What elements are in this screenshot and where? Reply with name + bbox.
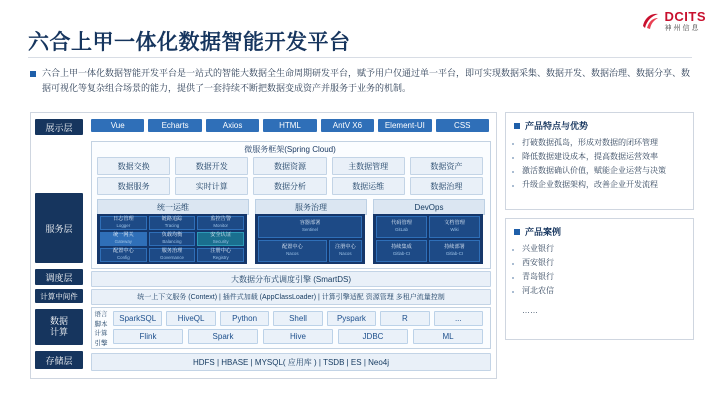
case-item-2: • 西安银行 (522, 256, 685, 270)
layer-label-display: 展示层 (35, 119, 83, 135)
service-governance-cells (258, 216, 362, 262)
feature-item-2: • 降低数据建设成本，提高数据运营效率 (522, 150, 685, 164)
schedule-engine-bar[interactable]: 大数据分布式调度引擎 (SmartDS) (91, 271, 491, 287)
display-item-echarts[interactable]: Echarts (148, 119, 201, 132)
cell-balancing[interactable]: 负载均衡 Balancing (149, 232, 196, 246)
compute-item-sparksql[interactable]: SparkSQL (113, 311, 162, 326)
compute-engine-line1: 计算 (94, 330, 108, 337)
service-item-data-asset[interactable]: 数据资产 (410, 157, 483, 175)
compute-item-hiveql[interactable]: HiveQL (166, 311, 215, 326)
compute-script-caption (93, 310, 109, 330)
display-item-vue[interactable]: Vue (91, 119, 144, 132)
compute-engine-jdbc[interactable]: JDBC (338, 329, 408, 344)
page-title: 六合上甲一体化数据智能开发平台 (28, 31, 351, 54)
service-item-data-ops[interactable]: 数据运维 (332, 177, 405, 195)
cell-config[interactable]: 配置中心 Config (100, 248, 147, 262)
compute-engine-hive[interactable]: Hive (263, 329, 333, 344)
brand-name-cn: 神州信息 (664, 25, 701, 32)
group-title-devops: DevOps (373, 199, 485, 215)
feature-item-4: • 升级企业数据架构，改善企业开发流程 (522, 178, 685, 192)
service-item-data-resource[interactable]: 数据资源 (253, 157, 326, 175)
compute-script-line1: 语言 (94, 311, 108, 318)
bullet-square-icon (514, 123, 520, 129)
group-title-service-governance: 服务治理 (255, 199, 367, 215)
compute-item-pyspark[interactable]: Pyspark (327, 311, 376, 326)
features-title: 产品特点与优势 (525, 121, 589, 131)
cell-governance[interactable]: 服务治理 Governance (149, 248, 196, 262)
cell-gateway[interactable]: 统一网关 Gateway (100, 232, 147, 246)
feature-item-3: • 激活数据确认价值，赋能企业运营与决策 (522, 164, 685, 178)
compute-engine-caption (93, 329, 109, 349)
bullet-square-icon (30, 71, 36, 77)
compute-item-shell[interactable]: Shell (273, 311, 322, 326)
display-item-elementui[interactable]: Element-UI (378, 119, 431, 132)
microservice-framework-title: 微服务框架(Spring Cloud) (244, 145, 336, 154)
service-item-realtime[interactable]: 实时计算 (175, 177, 248, 195)
features-panel (505, 112, 694, 210)
display-item-html[interactable]: HTML (263, 119, 316, 132)
compute-engine-flink[interactable]: Flink (113, 329, 183, 344)
features-list (506, 134, 693, 200)
case-item-3: • 青岛银行 (522, 270, 685, 284)
brand-name-en: DCITS (664, 9, 706, 24)
compute-item-r[interactable]: R (380, 311, 429, 326)
cases-title-row (506, 219, 693, 240)
layer-label-column (31, 113, 87, 378)
bullet-square-icon (514, 229, 520, 235)
storage-bar[interactable]: HDFS | HBASE | MYSQL( 应用库 ) | TSDB | ES | Neo4j (91, 353, 491, 371)
cases-list (506, 240, 693, 306)
devops-cells (376, 216, 480, 262)
layer-label-storage: 存储层 (35, 351, 83, 369)
layer-label-compute (35, 309, 83, 345)
features-title-row (506, 113, 693, 134)
brand-logo (640, 10, 707, 32)
layer-label-compute-line1: 数据 (49, 316, 68, 326)
compute-engine-line2: 引擎 (94, 340, 108, 347)
display-item-axios[interactable]: Axios (206, 119, 259, 132)
service-row-1 (97, 157, 483, 173)
unified-ops-cells (100, 216, 244, 262)
display-layer-row (91, 119, 489, 135)
compute-row-scripts (113, 311, 483, 325)
compute-item-python[interactable]: Python (220, 311, 269, 326)
cases-more: …… (522, 306, 538, 315)
intro-text: 六合上甲一体化数据智能开发平台是一站式的智能大数据全生命周期研发平台，赋予用户仅通过单一平台，即可实现数据采集、数据开发、数据治理、数据分享、数据可视化等复杂组合场景的能力，提供了一套持续不断把数据变成资产并服务于业务的机制。 (42, 68, 691, 93)
case-item-1: • 兴业银行 (522, 242, 685, 256)
service-item-data-develop[interactable]: 数据开发 (175, 157, 248, 175)
cell-registry[interactable]: 注册中心 Registry (197, 248, 244, 262)
layer-label-middleware: 计算中间件 (35, 289, 83, 303)
display-item-css[interactable]: CSS (436, 119, 489, 132)
compute-script-line2: 脚本 (94, 321, 108, 328)
title-divider (28, 57, 692, 58)
compute-row-engines (113, 329, 483, 343)
cell-gitlab-code[interactable]: 代码管理 GitLab (376, 216, 427, 238)
service-row-2 (97, 177, 483, 193)
cell-tracing[interactable]: 链路追踪 Tracing (149, 216, 196, 230)
cell-security[interactable]: 安全认证 Security (197, 232, 244, 246)
architecture-panel (30, 112, 497, 379)
cell-ci[interactable]: 持续集成 Gitlab-CI (376, 240, 427, 262)
middleware-bar[interactable]: 统一上下文服务 (Context) | 插件式加载 (AppClassLoader) | 计算引擎适配 资源管理 多租户流量控制 (91, 289, 491, 305)
service-item-data-analysis[interactable]: 数据分析 (253, 177, 326, 195)
cell-cd[interactable]: 持续部署 Gitlab-CI (429, 240, 480, 262)
layer-label-compute-line2: 计算 (49, 327, 68, 337)
cell-logger[interactable]: 日志管理 Logger (100, 216, 147, 230)
dcits-logo-icon (640, 11, 660, 31)
cell-sentinel[interactable]: 容器部署 Sentinel (258, 216, 362, 238)
service-item-data-service[interactable]: 数据服务 (97, 177, 170, 195)
cases-panel (505, 218, 694, 340)
layer-label-service: 服务层 (35, 193, 83, 263)
compute-engine-ml[interactable]: ML (413, 329, 483, 344)
feature-item-1: • 打破数据孤岛，形成对数据的闭环管理 (522, 136, 685, 150)
intro-block (30, 66, 690, 96)
compute-item-more[interactable]: ... (434, 311, 483, 326)
display-item-antvx6[interactable]: AntV X6 (321, 119, 374, 132)
layer-label-schedule: 调度层 (35, 269, 83, 285)
cell-wiki[interactable]: 文档管理 Wiki (429, 216, 480, 238)
cell-nacos-registry[interactable]: 注册中心 Nacos (329, 240, 362, 262)
service-item-data-exchange[interactable]: 数据交换 (97, 157, 170, 175)
service-item-master-data[interactable]: 主数据管理 (332, 157, 405, 175)
compute-engine-spark[interactable]: Spark (188, 329, 258, 344)
cell-monitor[interactable]: 监控告警 Monitor (197, 216, 244, 230)
case-item-4: • 河北农信 (522, 284, 685, 298)
service-item-data-governance[interactable]: 数据治理 (410, 177, 483, 195)
group-title-unified-ops: 统一运维 (97, 199, 249, 215)
cell-nacos-config[interactable]: 配置中心 Nacos (258, 240, 327, 262)
cases-title: 产品案例 (525, 227, 562, 237)
